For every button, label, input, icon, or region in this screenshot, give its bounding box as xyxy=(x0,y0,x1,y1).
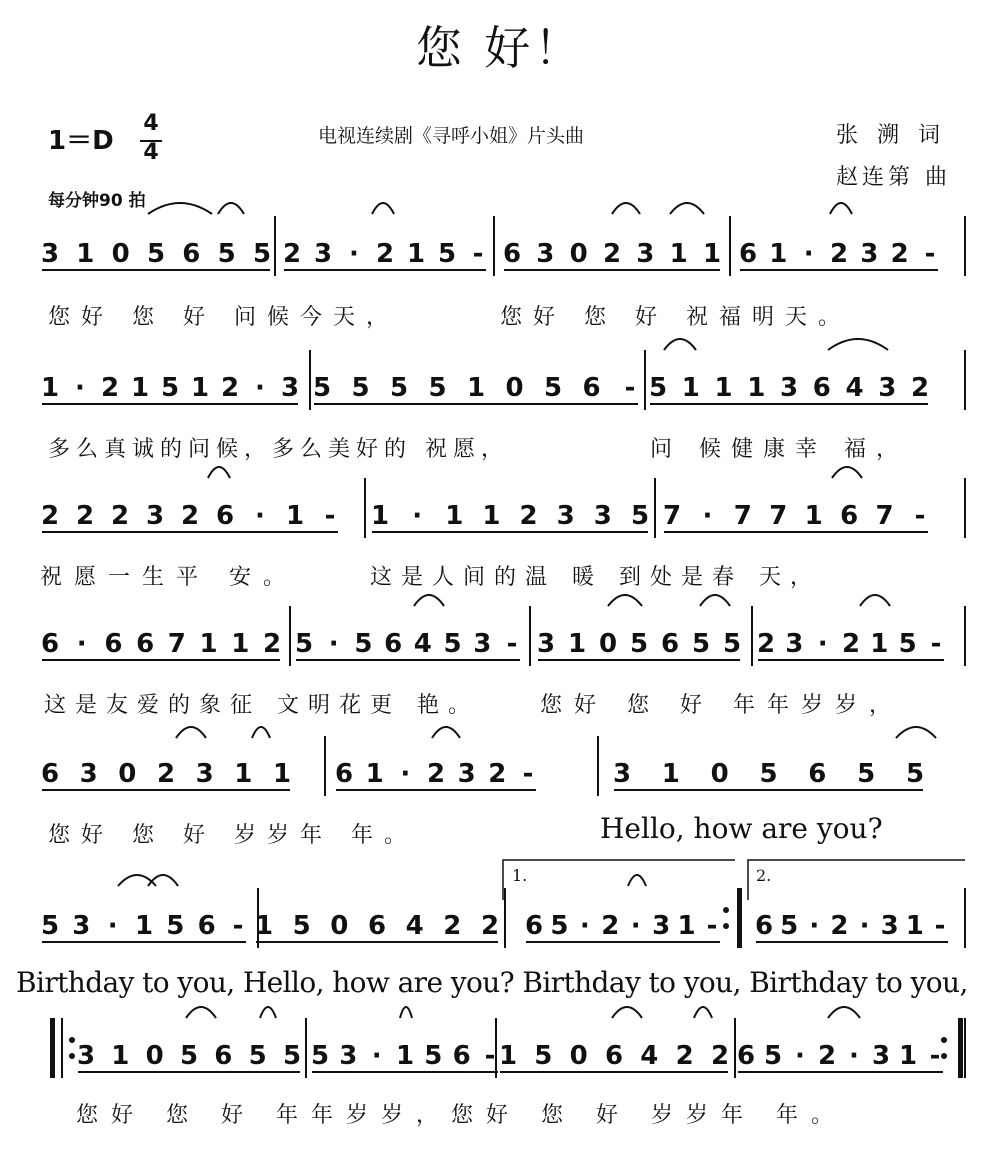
note: 3 xyxy=(779,373,799,403)
note: · xyxy=(803,239,814,269)
note: 5 xyxy=(217,239,236,269)
note: 5 xyxy=(437,239,457,269)
note: 2 xyxy=(282,239,302,269)
note: 0 xyxy=(710,759,729,789)
note: 6 xyxy=(524,911,544,941)
time-signature-top: 4 xyxy=(143,111,159,136)
note: · xyxy=(809,911,820,941)
note: - xyxy=(484,1041,496,1071)
note: 1 xyxy=(804,501,823,531)
note: · xyxy=(255,501,265,531)
note: 1 xyxy=(76,239,95,269)
note: · xyxy=(371,1041,382,1071)
note: 5 xyxy=(248,1041,267,1071)
note: 6 xyxy=(104,629,123,659)
note: 6 xyxy=(215,501,235,531)
lyrics-line: 您好 您 好 年年岁岁，您好 您 好 岁岁年 年。 xyxy=(76,1103,846,1128)
note: - xyxy=(930,629,942,659)
lyrics-line: 这是人间的温 暖 到处是春 天， xyxy=(370,565,821,590)
note: 5 xyxy=(282,1041,302,1071)
note: 6 xyxy=(736,1041,756,1071)
song-subtitle: 电视连续剧《寻呼小姐》片头曲 xyxy=(318,125,585,147)
note: 2 xyxy=(710,1041,730,1071)
repeat-end-thick-bar xyxy=(738,888,742,948)
note: 5 xyxy=(166,911,185,941)
repeat-dot xyxy=(723,907,729,913)
lyricist-credit: 张 溯 词 xyxy=(836,123,946,148)
slur-mark xyxy=(148,875,178,886)
note: 3 xyxy=(636,239,655,269)
note: 5 xyxy=(428,373,447,403)
note: · xyxy=(630,911,641,941)
note: 3 xyxy=(785,629,804,659)
first-ending-bracket xyxy=(503,860,735,900)
note: 3 xyxy=(612,759,632,789)
note: 3 xyxy=(536,239,555,269)
lyrics-line: 您好 您 好 问候今天， xyxy=(48,305,399,330)
lyrics-line: 您好 您 好 岁岁年 年。 xyxy=(48,823,417,848)
slur-mark xyxy=(612,1007,642,1018)
note: 1 xyxy=(272,759,292,789)
note: 0 xyxy=(569,239,588,269)
note: 6 xyxy=(808,759,827,789)
note: 1 xyxy=(40,373,60,403)
note: 2 xyxy=(100,373,120,403)
note: · xyxy=(107,911,118,941)
note: 5 xyxy=(780,911,799,941)
note: 1 xyxy=(231,629,250,659)
slur-mark xyxy=(208,467,230,478)
note: - xyxy=(522,759,534,789)
note: 6 xyxy=(40,629,60,659)
note: 2 xyxy=(829,239,849,269)
note: 3 xyxy=(280,373,300,403)
note: 3 xyxy=(72,911,91,941)
note: 5 xyxy=(351,373,370,403)
english-lyrics-line: Hello, how are you? xyxy=(600,812,883,845)
slur-mark xyxy=(252,727,270,738)
composer-credit: 赵连第 曲 xyxy=(836,165,951,190)
song-title: 您 好！ xyxy=(415,21,585,75)
note: 5 xyxy=(443,629,462,659)
note: 3 xyxy=(556,501,575,531)
note: 5 xyxy=(252,239,272,269)
note: 3 xyxy=(880,911,899,941)
note: 5 xyxy=(160,373,180,403)
note: 5 xyxy=(722,629,742,659)
note: 1 xyxy=(466,373,486,403)
lyrics-line: 您好 您 好 祝福明天。 xyxy=(500,305,851,330)
note: 0 xyxy=(569,1041,588,1071)
note: 2 xyxy=(519,501,538,531)
note: 3 xyxy=(652,911,671,941)
note: 1 xyxy=(134,911,154,941)
lyrics-line: 祝愿一生平 安。 xyxy=(40,565,297,590)
note: 5 xyxy=(543,373,563,403)
note: 1 xyxy=(111,1041,130,1071)
repeat-dot xyxy=(941,1037,947,1043)
repeat-start-thick-bar xyxy=(50,1018,55,1078)
slur-mark xyxy=(628,875,646,886)
note: - xyxy=(232,911,244,941)
note: - xyxy=(472,239,484,269)
note: 5 xyxy=(292,911,311,941)
note: 6 xyxy=(182,239,201,269)
key-signature: 1＝D xyxy=(48,126,114,156)
note: 1 xyxy=(199,629,218,659)
lyrics-line: 您好 您 好 年年岁岁， xyxy=(540,693,903,718)
note: 3 xyxy=(79,759,98,789)
note: 5 xyxy=(40,911,60,941)
note: 1 xyxy=(677,911,696,941)
note: · xyxy=(400,759,411,789)
repeat-dot xyxy=(69,1053,75,1059)
note: 5 xyxy=(294,629,314,659)
note: 2 xyxy=(375,239,395,269)
note: 2 xyxy=(602,239,622,269)
note: 2 xyxy=(480,911,500,941)
note: 2 xyxy=(817,1041,837,1071)
note: 2 xyxy=(675,1041,694,1071)
second-ending-bracket xyxy=(748,860,965,900)
slur-mark xyxy=(700,595,730,606)
repeat-dot xyxy=(941,1053,947,1059)
note: 5 xyxy=(354,629,373,659)
note: 6 xyxy=(812,373,831,403)
lyrics-line: 问 候健康幸 福， xyxy=(650,437,908,462)
note: 2 xyxy=(488,759,507,789)
note: · xyxy=(579,911,590,941)
note: 3 xyxy=(339,1041,358,1071)
note: 3 xyxy=(195,759,214,789)
lyrics-line: 这是友爱的象征 文明花更 艳。 xyxy=(44,693,479,718)
note: 6 xyxy=(738,239,758,269)
note: 2 xyxy=(75,501,95,531)
note: 6 xyxy=(452,1041,471,1071)
note: - xyxy=(914,501,926,531)
note: 7 xyxy=(769,501,788,531)
note: 5 xyxy=(648,373,668,403)
slur-mark xyxy=(400,1007,412,1018)
note: 2 xyxy=(830,911,849,941)
note: - xyxy=(929,1041,941,1071)
note: 6 xyxy=(334,759,354,789)
note: · xyxy=(75,373,85,403)
note: 3 xyxy=(76,1041,96,1071)
note: 5 xyxy=(310,1041,330,1071)
slur-mark xyxy=(670,203,704,214)
note: · xyxy=(255,373,265,403)
slur-mark xyxy=(372,203,394,214)
note: 1 xyxy=(681,373,700,403)
note: 7 xyxy=(875,501,894,531)
note: 0 xyxy=(118,759,137,789)
note: 5 xyxy=(550,911,569,941)
note: 5 xyxy=(629,629,649,659)
note: 1 xyxy=(445,501,464,531)
note: 1 xyxy=(365,759,384,789)
slur-mark xyxy=(860,595,890,606)
note: 1 xyxy=(702,239,722,269)
note: 1 xyxy=(190,373,210,403)
note: 5 xyxy=(146,239,166,269)
note: - xyxy=(506,629,518,659)
note: 2 xyxy=(262,629,282,659)
second-ending-mark: 2. xyxy=(756,866,772,885)
note: - xyxy=(706,911,718,941)
repeat-dot xyxy=(69,1037,75,1043)
note: 4 xyxy=(845,373,864,403)
first-ending-mark: 1. xyxy=(512,866,528,885)
note: 2 xyxy=(40,501,60,531)
note: 5 xyxy=(857,759,876,789)
note: 6 xyxy=(214,1041,233,1071)
note: · xyxy=(328,629,339,659)
note: 1 xyxy=(482,501,501,531)
note: 5 xyxy=(898,629,917,659)
note: 1 xyxy=(285,501,305,531)
note: · xyxy=(349,239,359,269)
note: 7 xyxy=(733,501,752,531)
note: 6 xyxy=(502,239,522,269)
note: 3 xyxy=(860,239,879,269)
note: 6 xyxy=(136,629,155,659)
note: 2 xyxy=(220,373,240,403)
note: 7 xyxy=(167,629,186,659)
note: 2 xyxy=(443,911,462,941)
note: 4 xyxy=(413,629,432,659)
note: 5 xyxy=(389,373,409,403)
note: 6 xyxy=(604,1041,624,1071)
slur-mark xyxy=(218,203,244,214)
note: 1 xyxy=(395,1041,415,1071)
note: 1 xyxy=(130,373,150,403)
note: 2 xyxy=(910,373,930,403)
note: - xyxy=(324,501,336,531)
note: 6 xyxy=(582,373,601,403)
note: 7 xyxy=(662,501,682,531)
note: 2 xyxy=(110,501,130,531)
note: 3 xyxy=(593,501,612,531)
note: 4 xyxy=(640,1041,659,1071)
note: 2 xyxy=(180,501,200,531)
note: 6 xyxy=(367,911,387,941)
note: 2 xyxy=(156,759,176,789)
note: 1 xyxy=(898,1041,918,1071)
note: 3 xyxy=(878,373,897,403)
note: 1 xyxy=(498,1041,518,1071)
note: 1 xyxy=(234,759,253,789)
note: 5 xyxy=(534,1041,553,1071)
note: 3 xyxy=(473,629,492,659)
note: - xyxy=(924,239,936,269)
slur-mark xyxy=(414,595,444,606)
note: 1 xyxy=(254,911,274,941)
slur-mark xyxy=(828,1007,860,1018)
slur-mark xyxy=(664,339,696,350)
note: 6 xyxy=(660,629,680,659)
note: 0 xyxy=(145,1041,164,1071)
note: 6 xyxy=(40,759,60,789)
note: - xyxy=(934,911,946,941)
note: 2 xyxy=(890,239,909,269)
note: 3 xyxy=(145,501,165,531)
slur-mark xyxy=(828,339,888,350)
repeat-dot xyxy=(723,923,729,929)
note: 5 xyxy=(759,759,778,789)
note: 4 xyxy=(405,911,424,941)
note: 5 xyxy=(691,629,711,659)
note: 5 xyxy=(312,373,332,403)
note: 1 xyxy=(406,239,426,269)
note: 0 xyxy=(330,911,349,941)
lyrics-line: 多么真诚的问候，多么美好的 祝愿， xyxy=(48,437,509,462)
slur-mark xyxy=(832,467,862,478)
repeat-end-thick-bar xyxy=(958,1018,963,1078)
note: 3 xyxy=(536,629,556,659)
note: - xyxy=(624,373,636,403)
note: · xyxy=(859,911,870,941)
tempo-marking: 每分钟90 拍 xyxy=(48,191,146,211)
note: 5 xyxy=(905,759,925,789)
slur-mark xyxy=(896,727,936,738)
note: 5 xyxy=(763,1041,783,1071)
note: 1 xyxy=(714,373,733,403)
slur-mark xyxy=(608,595,642,606)
slur-mark xyxy=(148,203,212,214)
slur-mark xyxy=(432,727,460,738)
note: 3 xyxy=(313,239,333,269)
note: 1 xyxy=(669,239,688,269)
slur-mark xyxy=(830,203,852,214)
note: 6 xyxy=(840,501,859,531)
note: 1 xyxy=(905,911,924,941)
note: · xyxy=(76,629,87,659)
note: 1 xyxy=(567,629,587,659)
note: 3 xyxy=(40,239,60,269)
note: 0 xyxy=(505,373,524,403)
note: 1 xyxy=(769,239,788,269)
note: 2 xyxy=(841,629,861,659)
slur-mark xyxy=(612,203,640,214)
note: 1 xyxy=(747,373,766,403)
note: 2 xyxy=(601,911,620,941)
note: · xyxy=(817,629,828,659)
note: 2 xyxy=(756,629,776,659)
note: 5 xyxy=(424,1041,443,1071)
note: · xyxy=(849,1041,859,1071)
note: 1 xyxy=(870,629,889,659)
note: · xyxy=(702,501,713,531)
note: 6 xyxy=(754,911,774,941)
note: 1 xyxy=(370,501,390,531)
slur-mark xyxy=(186,1007,216,1018)
note: 5 xyxy=(630,501,650,531)
note: 0 xyxy=(111,239,130,269)
english-lyrics-line: Birthday to you, Hello, how are you? Birthday to you, Birthday to you, xyxy=(16,966,968,999)
note: 3 xyxy=(871,1041,891,1071)
note: 0 xyxy=(598,629,618,659)
note: · xyxy=(412,501,423,531)
note: 5 xyxy=(179,1041,199,1071)
slur-mark xyxy=(260,1007,276,1018)
slur-mark xyxy=(176,727,206,738)
note: 2 xyxy=(426,759,446,789)
note: · xyxy=(795,1041,805,1071)
note: 1 xyxy=(661,759,680,789)
note: 6 xyxy=(197,911,216,941)
note: 3 xyxy=(457,759,476,789)
slur-mark xyxy=(694,1007,712,1018)
time-signature-bottom: 4 xyxy=(143,140,159,165)
note: 6 xyxy=(384,629,403,659)
